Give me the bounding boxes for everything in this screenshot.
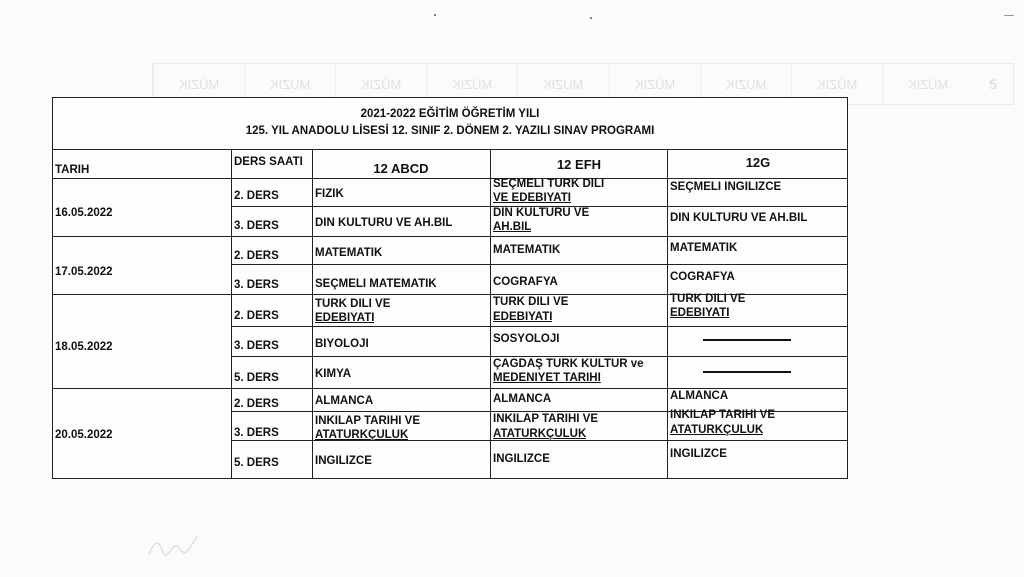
title-line-2: 125. YIL ANADOLU LİSESİ 12. SINIF 2. DÖNEM 2. YAZILI SINAV PROGRAMI [245, 125, 655, 137]
course-cell: ALMANCA [493, 393, 552, 405]
date-cell: 20.05.2022 [55, 429, 113, 441]
course-cell: SEÇMELİ MATEMATİK [315, 278, 437, 290]
col-divider [231, 150, 232, 478]
course-cell: TÜRK DİLİ VE [670, 293, 746, 305]
course-cell: ATATÜRKÇÜLÜK [493, 428, 587, 440]
row-divider [53, 178, 847, 179]
col-divider [490, 150, 491, 478]
ghost-cell: MÜZİK [153, 64, 244, 104]
course-cell: MATEMATİK [493, 244, 561, 256]
col-divider [667, 150, 668, 478]
table-title [53, 98, 847, 150]
ghost-cell: MÜZİK [244, 64, 335, 104]
header-12efh: 12 EFH [556, 158, 602, 171]
date-cell: 16.05.2022 [55, 207, 113, 219]
col-divider [312, 150, 313, 478]
scan-speck [434, 14, 436, 16]
course-cell: COĞRAFYA [493, 276, 558, 288]
course-cell: ÇAĞDAŞ TÜRK KÜLTÜR ve [493, 358, 644, 370]
course-cell: ALMANCA [670, 390, 729, 402]
course-cell: AH.BİL [493, 221, 532, 233]
row-divider [53, 388, 847, 389]
course-cell: İNKILAP TARİHİ VE [315, 415, 420, 427]
course-cell: ALMANCA [315, 395, 374, 407]
empty-cell-dash [703, 339, 791, 341]
course-cell: EDEBİYATI [315, 312, 375, 324]
header-12abcd: 12 ABCD [373, 162, 429, 175]
course-cell: İNKILAP TARİHİ VE [493, 413, 598, 425]
course-cell: VE EDEBİYATI [493, 192, 571, 204]
empty-cell-dash [703, 371, 791, 373]
course-cell: SEÇMELİ TÜRK DİLİ [493, 178, 605, 190]
course-cell: ATATÜRKÇÜLÜK [670, 424, 764, 436]
row-divider [231, 326, 847, 327]
header-12g: 12G [745, 156, 771, 169]
ghost-cell: MÜZİK [335, 64, 426, 104]
course-cell: İNGİLİZCE [670, 448, 727, 460]
exam-schedule-table [52, 97, 848, 479]
period-cell: 2. DERS [234, 398, 279, 410]
course-cell: ATATÜRKÇÜLÜK [315, 429, 409, 441]
ghost-cell: MÜZİK [882, 64, 973, 104]
ghost-cell: MÜZİK [426, 64, 517, 104]
date-cell: 18.05.2022 [55, 341, 113, 353]
ghost-cell: MÜZİK [700, 64, 791, 104]
scan-speck [1004, 15, 1014, 16]
pencil-scribble [145, 530, 205, 560]
course-cell: COĞRAFYA [670, 271, 735, 283]
ghost-number: 5 [989, 76, 997, 92]
period-cell: 3. DERS [234, 427, 279, 439]
row-divider [231, 356, 847, 357]
course-cell: SEÇMELİ İNGİLİZCE [670, 181, 782, 193]
course-cell: SOSYOLOJİ [493, 333, 560, 345]
scan-speck [590, 17, 592, 19]
course-cell: MATEMATİK [315, 247, 383, 259]
header-date: TARİH [55, 164, 90, 176]
row-divider [53, 236, 847, 237]
course-cell: DİN KÜLTÜRÜ VE AH.BİL [670, 212, 808, 224]
course-cell: İNKILAP TARİHİ VE [670, 409, 775, 421]
course-cell: İNGİLİZCE [315, 455, 372, 467]
row-divider [231, 264, 847, 265]
course-cell: KİMYA [315, 368, 351, 380]
period-cell: 2. DERS [234, 190, 279, 202]
date-cell: 17.05.2022 [55, 266, 113, 278]
course-cell: EDEBİYATI [493, 311, 553, 323]
period-cell: 3. DERS [234, 220, 279, 232]
course-cell: İNGİLİZCE [493, 453, 550, 465]
course-cell: BİYOLOJİ [315, 338, 369, 350]
course-cell: MATEMATİK [670, 242, 738, 254]
course-cell: EDEBİYATI [670, 307, 730, 319]
course-cell: DİN KÜLTÜRÜ VE [493, 207, 590, 219]
course-cell: TÜRK DİLİ VE [493, 296, 569, 308]
period-cell: 2. DERS [234, 310, 279, 322]
course-cell: FİZİK [315, 188, 344, 200]
period-cell: 3. DERS [234, 340, 279, 352]
ghost-cell: MÜZİK [517, 64, 608, 104]
course-cell: TÜRK DİLİ VE [315, 298, 391, 310]
header-period: DERS SAATİ [234, 156, 303, 168]
title-line-1: 2021-2022 EĞİTİM ÖĞRETİM YILI [360, 108, 540, 120]
ghost-cell: MÜZİK [609, 64, 700, 104]
course-cell: MEDENİYET TARİHİ [493, 372, 601, 384]
period-cell: 5. DERS [234, 457, 279, 469]
period-cell: 2. DERS [234, 250, 279, 262]
ghost-cell: MÜZİK [791, 64, 882, 104]
course-cell: DİN KÜLTÜRÜ VE AH.BİL [315, 217, 453, 229]
period-cell: 3. DERS [234, 279, 279, 291]
period-cell: 5. DERS [234, 372, 279, 384]
